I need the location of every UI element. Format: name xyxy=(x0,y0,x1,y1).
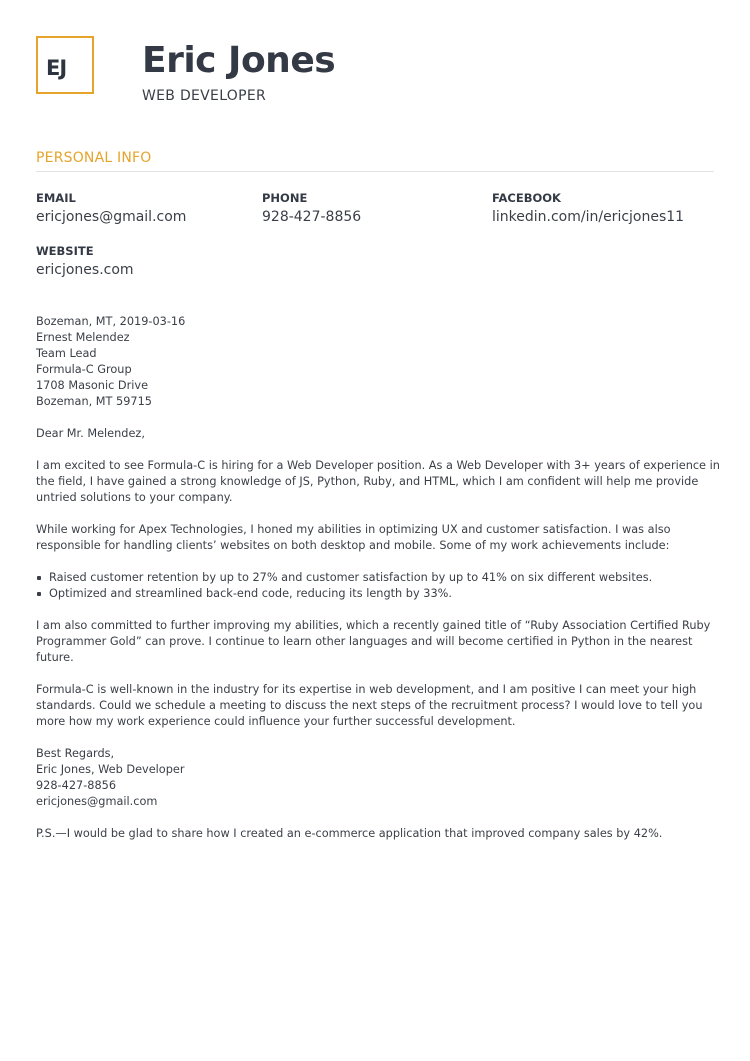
website-info xyxy=(36,244,134,278)
achievements-list xyxy=(36,570,726,602)
phone-value[interactable]: 928-427-8856 xyxy=(262,209,362,225)
facebook-value[interactable]: linkedin.com/in/ericjones11 xyxy=(492,209,685,225)
personal-info-heading: PERSONAL INFO xyxy=(36,150,152,166)
website-label: WEBSITE xyxy=(36,244,94,258)
phone-info xyxy=(262,191,361,225)
body-paragraph: While working for Apex Technologies, I honed my abilities in optimizing UX and customer satisfaction. I was also responsible for handling clients’ websites on both desktop and mobile. Some of my work achievements include: xyxy=(36,523,671,552)
address-line: Ernest Melendez xyxy=(36,331,130,344)
postscript: P.S.—I would be glad to share how I created an e-commerce application that improved company sales by 42%. xyxy=(36,827,663,840)
closing-line: Eric Jones, Web Developer xyxy=(36,763,185,776)
address-line: 1708 Masonic Drive xyxy=(36,379,149,392)
cover-letter-body xyxy=(36,314,726,858)
list-item: Raised customer retention by up to 27% and customer satisfaction by up to 41% on six different websites. xyxy=(36,570,726,586)
address-line: Team Lead xyxy=(36,347,97,360)
address-line: Formula-C Group xyxy=(36,363,132,376)
candidate-name: Eric Jones xyxy=(142,40,336,81)
email-label: EMAIL xyxy=(36,191,76,205)
email-info xyxy=(36,191,186,225)
website-value[interactable]: ericjones.com xyxy=(36,262,134,278)
address-line: Bozeman, MT, 2019-03-16 xyxy=(36,315,186,328)
closing-line: ericjones@gmail.com xyxy=(36,795,158,808)
section-divider xyxy=(36,171,714,172)
body-paragraph: Formula-C is well-known in the industry for its expertise in web development, and I am positive I can meet your high standards. Could we schedule a meeting to discuss the next steps of the recruitment process? I would love to tell you more how my work experience could influence your further successful development. xyxy=(36,683,703,728)
facebook-info xyxy=(492,191,684,225)
body-paragraph: I am also committed to further improving my abilities, which a recently gained title of “Ruby Association Certified Ruby Programmer Gold” can prove. I continue to learn other languages and will become certified in Python in the nearest future. xyxy=(36,619,711,664)
greeting: Dear Mr. Melendez, xyxy=(36,427,145,440)
address-line: Bozeman, MT 59715 xyxy=(36,395,152,408)
body-paragraph: I am excited to see Formula-C is hiring for a Web Developer position. As a Web Developer with 3+ years of experience in the field, I have gained a strong knowledge of JS, Python, Ruby, and HTML, which I am confident will help me provide untried solutions to your company. xyxy=(36,459,720,504)
signature-block xyxy=(36,746,726,810)
email-value[interactable]: ericjones@gmail.com xyxy=(36,209,187,225)
recipient-address xyxy=(36,314,726,410)
phone-label: PHONE xyxy=(262,191,308,205)
closing-line: Best Regards, xyxy=(36,747,115,760)
facebook-label: FACEBOOK xyxy=(492,191,561,205)
candidate-role: WEB DEVELOPER xyxy=(142,88,267,104)
closing-line: 928-427-8856 xyxy=(36,779,117,792)
list-item: Optimized and streamlined back-end code, reducing its length by 33%. xyxy=(36,586,726,602)
initials-logo: EJ xyxy=(46,56,67,80)
